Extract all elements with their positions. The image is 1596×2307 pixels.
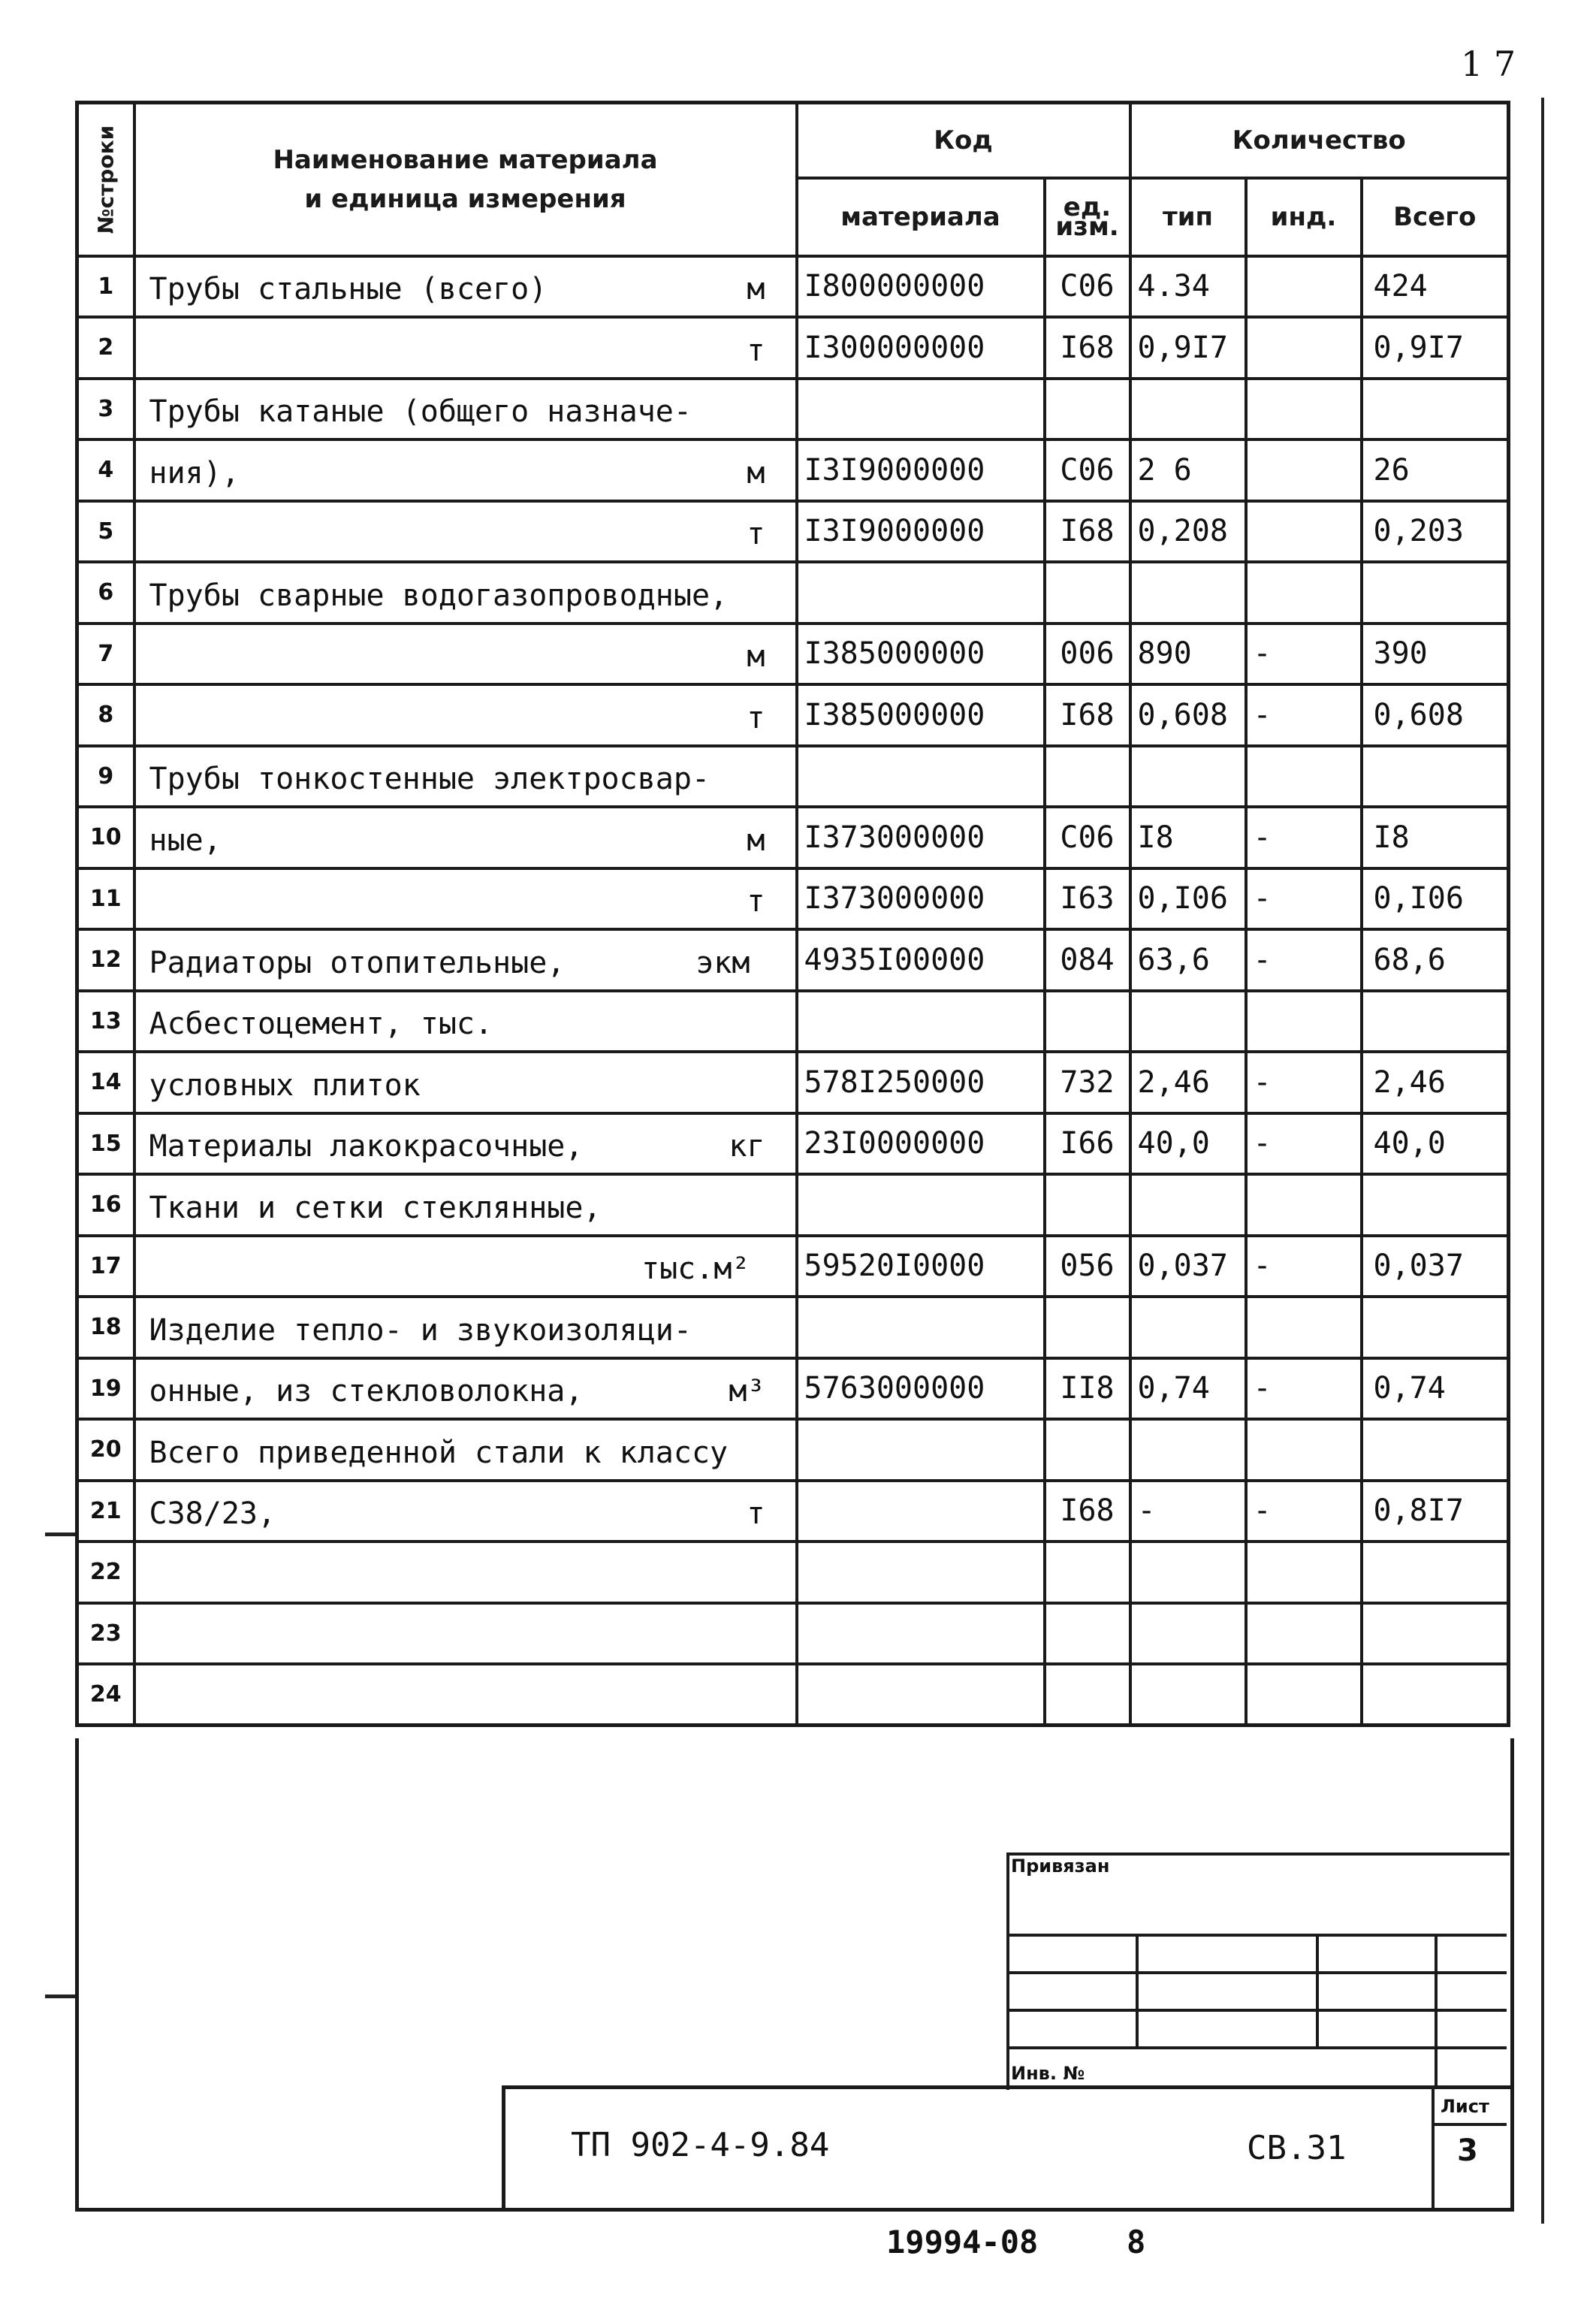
row-type-qty: 0,608 [1130,684,1246,746]
row-material-code: I3I9000000 [797,439,1045,501]
document-code: ТП 902-4-9.84 [571,2126,830,2164]
row-total-qty: 2,46 [1362,1052,1509,1113]
row-ind-qty [1246,1297,1362,1358]
row-unit-code: I68 [1045,684,1130,746]
row-total-qty: 424 [1362,256,1509,318]
row-unit: т [747,700,765,735]
row-name [134,1113,797,1175]
header-row-number: №строки [77,103,134,256]
row-total-qty [1362,1542,1509,1603]
row-name [134,1174,797,1236]
row-total-qty: I8 [1362,807,1509,868]
row-name-text: Трубы стальные (всего) [149,272,548,306]
row-number: 1 [77,256,134,318]
table-row [77,746,1509,808]
row-name [134,929,797,991]
materials-table [75,101,1510,1727]
row-number: 21 [77,1481,134,1542]
row-type-qty: 2,46 [1130,1052,1246,1113]
row-total-qty: 0,203 [1362,501,1509,563]
table-row [77,1542,1509,1603]
row-type-qty [1130,1542,1246,1603]
row-unit-code: I63 [1045,868,1130,930]
table-row [77,379,1509,440]
row-number: 7 [77,624,134,685]
row-total-qty: 390 [1362,624,1509,685]
row-number: 14 [77,1052,134,1113]
row-unit: т [747,517,765,551]
row-number: 17 [77,1236,134,1297]
table-row [77,807,1509,868]
row-unit: м [747,639,765,674]
stamp-line [1432,2123,1507,2126]
row-unit-code [1045,1603,1130,1665]
row-unit-code: 732 [1045,1052,1130,1113]
row-unit-code [1045,1297,1130,1358]
row-ind-qty: - [1246,1481,1362,1542]
document-section: СВ.31 [1247,2129,1347,2167]
row-number: 11 [77,868,134,930]
table-row [77,1664,1509,1726]
row-name-text: ния), [149,455,240,491]
row-name [134,1603,797,1665]
row-number: 22 [77,1542,134,1603]
row-name-text: онные, из стекловолокна, [149,1374,584,1409]
row-ind-qty [1246,562,1362,624]
row-total-qty: 0,I06 [1362,868,1509,930]
row-ind-qty [1246,1174,1362,1236]
row-unit: т [747,333,765,368]
row-unit: м [747,823,765,858]
row-ind-qty [1246,1419,1362,1481]
row-unit-code [1045,1542,1130,1603]
row-total-qty [1362,1419,1509,1481]
stamp-line [1006,2046,1507,2049]
row-name-text: Ткани и сетки стеклянные, [149,1190,602,1225]
row-type-qty: 2 6 [1130,439,1246,501]
row-name [134,868,797,930]
row-type-qty [1130,1297,1246,1358]
row-material-code [797,1297,1045,1358]
row-type-qty: I8 [1130,807,1246,868]
margin-tick [45,1994,78,1998]
row-material-code: 578I250000 [797,1052,1045,1113]
row-name [134,1481,797,1542]
row-material-code [797,1481,1045,1542]
row-total-qty: 0,74 [1362,1358,1509,1420]
row-type-qty [1130,1603,1246,1665]
header-name: Наименование материала и единица измерения [134,103,797,256]
table-row [77,868,1509,930]
row-type-qty [1130,379,1246,440]
row-ind-qty [1246,439,1362,501]
stamp-line [1006,1971,1507,1974]
row-ind-qty: - [1246,1236,1362,1297]
row-material-code: I300000000 [797,317,1045,379]
row-total-qty [1362,1174,1509,1236]
table-row [77,1358,1509,1420]
row-name [134,991,797,1052]
row-name-text: ные, [149,823,222,858]
row-unit-code: I66 [1045,1113,1130,1175]
row-material-code [797,1664,1045,1726]
row-unit-code: I68 [1045,501,1130,563]
header-unit-measure: ед. изм. [1045,178,1130,256]
row-type-qty: 4.34 [1130,256,1246,318]
row-number: 9 [77,746,134,808]
row-unit-code [1045,991,1130,1052]
row-ind-qty [1246,991,1362,1052]
row-ind-qty [1246,1603,1362,1665]
row-unit-code: I68 [1045,1481,1130,1542]
row-name-text: Всего приведенной стали к классу [149,1435,729,1470]
row-type-qty [1130,746,1246,808]
header-material: материала [797,178,1045,256]
row-ind-qty [1246,256,1362,318]
row-ind-qty: - [1246,807,1362,868]
row-unit: м [747,272,765,306]
row-material-code [797,379,1045,440]
header-quantity: Количество [1130,103,1509,178]
row-type-qty: 0,I06 [1130,868,1246,930]
row-name-text: условных плиток [149,1067,421,1103]
row-name [134,746,797,808]
table-row [77,1236,1509,1297]
page-number-mark: 1 7 [1461,44,1516,84]
table-row [77,1113,1509,1175]
row-number: 4 [77,439,134,501]
row-unit: кг [729,1129,765,1164]
row-unit-code: II8 [1045,1358,1130,1420]
row-unit: тыс.м² [641,1252,750,1286]
row-number: 12 [77,929,134,991]
row-ind-qty: - [1246,684,1362,746]
inventory-number-label: Инв. № [1011,2063,1085,2084]
bottom-page-number: 8 [1127,2224,1146,2260]
row-number: 18 [77,1297,134,1358]
row-total-qty: 40,0 [1362,1113,1509,1175]
row-name-text: Трубы катаные (общего назначе- [149,394,692,429]
table-row [77,624,1509,685]
row-material-code [797,746,1045,808]
privyazan-label: Привязан [1011,1856,1110,1877]
row-total-qty: 68,6 [1362,929,1509,991]
stamp-line [1435,1934,1438,2085]
right-border-line [1541,98,1544,2224]
row-unit: экм [695,945,750,980]
row-unit: т [747,884,765,919]
row-unit-code [1045,562,1130,624]
row-unit-code: 084 [1045,929,1130,991]
row-number: 2 [77,317,134,379]
row-ind-qty [1246,1664,1362,1726]
row-name [134,624,797,685]
table-row [77,1481,1509,1542]
row-name [134,1542,797,1603]
row-total-qty: 0,037 [1362,1236,1509,1297]
row-total-qty [1362,991,1509,1052]
row-type-qty: 0,037 [1130,1236,1246,1297]
row-total-qty: 0,8I7 [1362,1481,1509,1542]
row-name-text: Радиаторы отопительные, [149,945,566,980]
row-type-qty: - [1130,1481,1246,1542]
row-unit-code: 056 [1045,1236,1130,1297]
row-unit-code: C06 [1045,807,1130,868]
row-unit-code: 006 [1045,624,1130,685]
row-unit-code [1045,1174,1130,1236]
row-type-qty [1130,991,1246,1052]
row-material-code: 5763000000 [797,1358,1045,1420]
row-material-code [797,1419,1045,1481]
row-name [134,439,797,501]
row-type-qty: 0,9I7 [1130,317,1246,379]
row-total-qty [1362,562,1509,624]
row-name [134,807,797,868]
row-name [134,1236,797,1297]
row-name [134,1297,797,1358]
row-type-qty [1130,1419,1246,1481]
row-name [134,684,797,746]
table-row [77,1419,1509,1481]
row-number: 13 [77,991,134,1052]
row-name [134,1664,797,1726]
row-material-code: 23I0000000 [797,1113,1045,1175]
row-type-qty: 0,74 [1130,1358,1246,1420]
row-total-qty [1362,1664,1509,1726]
row-material-code: 59520I0000 [797,1236,1045,1297]
header-ind: инд. [1246,178,1362,256]
row-material-code: I373000000 [797,868,1045,930]
row-type-qty [1130,1664,1246,1726]
row-ind-qty: - [1246,929,1362,991]
row-material-code: I3I9000000 [797,501,1045,563]
row-number: 23 [77,1603,134,1665]
row-ind-qty [1246,379,1362,440]
row-name [134,501,797,563]
row-type-qty: 890 [1130,624,1246,685]
row-number: 16 [77,1174,134,1236]
row-number: 10 [77,807,134,868]
row-name [134,1419,797,1481]
table-row [77,501,1509,563]
row-type-qty [1130,1174,1246,1236]
row-ind-qty: - [1246,1052,1362,1113]
archive-number: 19994-08 [886,2224,1039,2260]
table-row [77,684,1509,746]
stamp-line [1432,2085,1435,2208]
table-row [77,1174,1509,1236]
row-name-text: Трубы сварные водогазопроводные, [149,578,729,613]
row-total-qty [1362,379,1509,440]
row-number: 15 [77,1113,134,1175]
row-type-qty: 0,208 [1130,501,1246,563]
row-unit: м³ [729,1374,765,1409]
row-unit-code [1045,746,1130,808]
row-number: 20 [77,1419,134,1481]
row-total-qty: 26 [1362,439,1509,501]
row-unit-code [1045,1664,1130,1726]
margin-tick [45,1532,78,1536]
row-name [134,379,797,440]
row-material-code [797,1174,1045,1236]
row-total-qty: 0,608 [1362,684,1509,746]
row-unit-code: I68 [1045,317,1130,379]
row-material-code [797,1603,1045,1665]
row-type-qty: 63,6 [1130,929,1246,991]
row-ind-qty [1246,501,1362,563]
stamp-line [1316,1934,1319,2046]
table-row [77,1052,1509,1113]
row-material-code [797,1542,1045,1603]
table-row [77,439,1509,501]
row-unit-code: C06 [1045,256,1130,318]
row-type-qty [1130,562,1246,624]
row-name-text: C38/23, [149,1496,276,1531]
sheet-number: 3 [1457,2133,1478,2168]
row-material-code: I385000000 [797,684,1045,746]
row-total-qty: 0,9I7 [1362,317,1509,379]
row-unit-code: C06 [1045,439,1130,501]
row-unit: т [747,1496,765,1531]
row-ind-qty [1246,746,1362,808]
row-number: 8 [77,684,134,746]
row-ind-qty: - [1246,624,1362,685]
row-name-text: Материалы лакокрасочные, [149,1129,584,1164]
row-material-code: I385000000 [797,624,1045,685]
row-number: 3 [77,379,134,440]
table-row [77,256,1509,318]
row-total-qty [1362,746,1509,808]
header-type: тип [1130,178,1246,256]
row-number: 19 [77,1358,134,1420]
row-material-code: I373000000 [797,807,1045,868]
row-unit-code [1045,1419,1130,1481]
row-total-qty [1362,1297,1509,1358]
header-total: Всего [1362,178,1509,256]
stamp-line [1006,2009,1507,2012]
stamp-line [1136,1934,1139,2046]
row-ind-qty [1246,1542,1362,1603]
table-row [77,991,1509,1052]
row-type-qty: 40,0 [1130,1113,1246,1175]
row-name [134,1358,797,1420]
row-number: 24 [77,1664,134,1726]
row-ind-qty: - [1246,1358,1362,1420]
row-total-qty [1362,1603,1509,1665]
row-material-code: I800000000 [797,256,1045,318]
table-row [77,562,1509,624]
row-ind-qty [1246,317,1362,379]
row-unit-code [1045,379,1130,440]
row-unit: м [747,455,765,491]
row-name [134,317,797,379]
stamp-line [1006,1934,1507,1937]
table-row [77,1297,1509,1358]
table-row [77,1603,1509,1665]
sheet-label: Лист [1441,2096,1489,2117]
row-number: 6 [77,562,134,624]
row-name [134,562,797,624]
row-name [134,256,797,318]
row-ind-qty: - [1246,1113,1362,1175]
row-name-text: Изделие тепло- и звукоизоляци- [149,1312,692,1348]
table-row [77,929,1509,991]
table-row [77,317,1509,379]
row-name-text: Асбестоцемент, тыс. [149,1007,493,1041]
row-number: 5 [77,501,134,563]
row-material-code [797,991,1045,1052]
row-ind-qty: - [1246,868,1362,930]
row-name-text: Трубы тонкостенные электросвар- [149,762,711,796]
header-code: Код [797,103,1130,178]
row-material-code [797,562,1045,624]
row-name [134,1052,797,1113]
row-material-code: 4935I00000 [797,929,1045,991]
